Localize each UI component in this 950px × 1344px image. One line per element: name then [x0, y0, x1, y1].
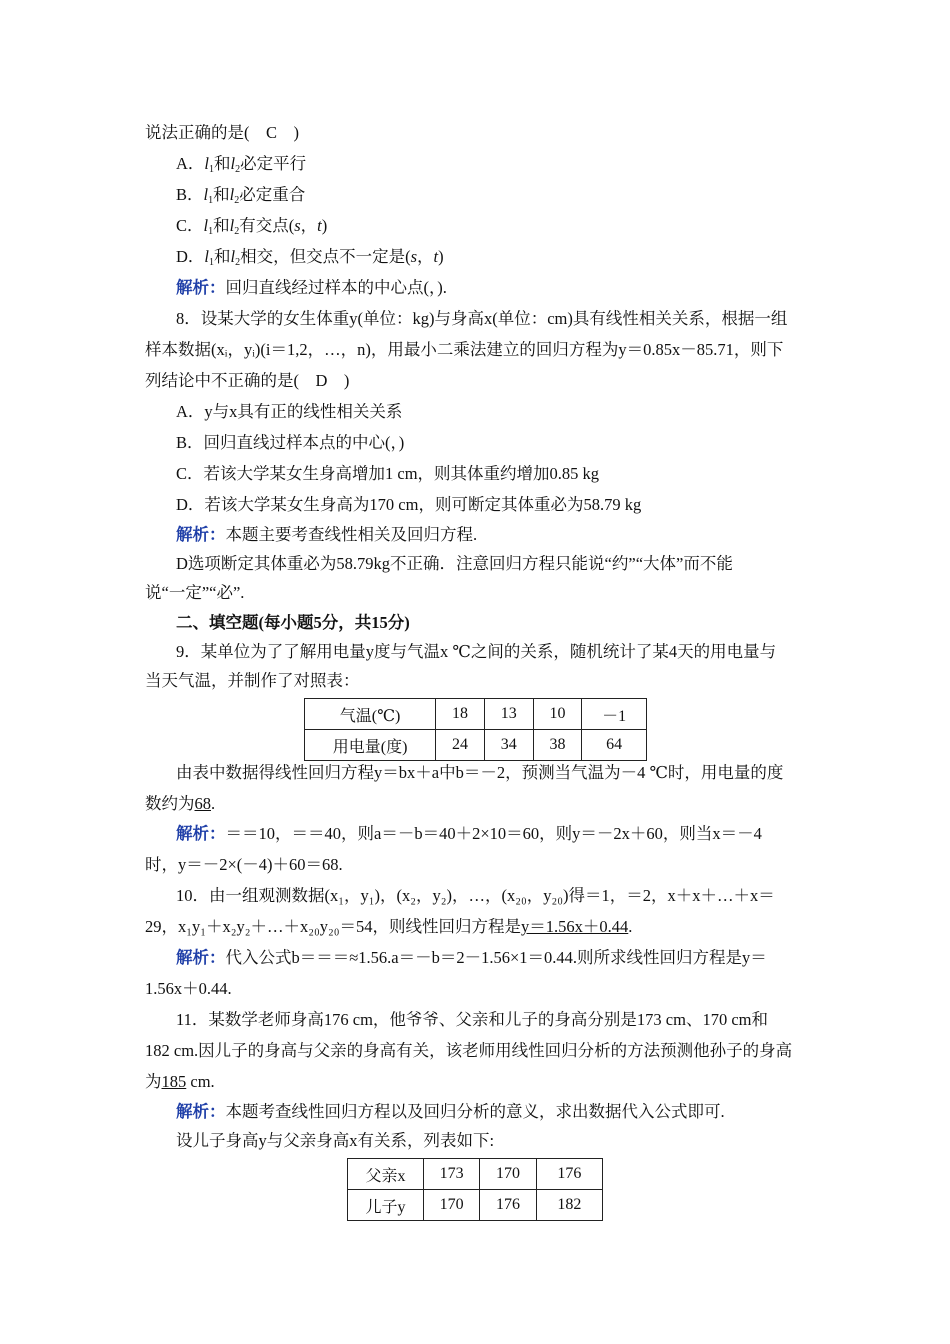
q11-stem-line3: 为185 cm. [145, 1072, 215, 1091]
solution-label: 解析： [176, 1102, 226, 1121]
solution-label: 解析： [176, 824, 226, 843]
q11-stem-line1: 11．某数学老师身高176 cm，他爷爷、父亲和儿子的身高分别是173 cm、170 cm和 [176, 1010, 768, 1029]
answer-blank: 185 [161, 1072, 187, 1091]
q9-solution: 解析：＝＝10，＝＝40，则a＝－b＝40＋2×10＝60，则y＝－2x＋60，则当x＝－4 [176, 824, 762, 843]
q11-note: 设儿子身高y与父亲身高x有关系，列表如下: [176, 1131, 495, 1150]
table-cell: 64 [582, 730, 647, 761]
table-row [348, 1159, 603, 1190]
table-cell: 170 [423, 1190, 479, 1221]
q9-solution-line2: 时，y＝－2×(－4)＋60＝68. [145, 855, 343, 874]
table-cell: －1 [582, 699, 647, 730]
table-cell: 173 [423, 1159, 479, 1190]
q10-solution-line2: 1.56x＋0.44. [145, 979, 232, 998]
q9-stem-line3: 由表中数据得线性回归方程y＝bx＋a中b＝－2，预测当气温为－4 ℃时，用电量的度 [176, 763, 784, 782]
q9-stem-line1: 9．某单位为了了解用电量y度与气温x ℃之间的关系，随机统计了某4天的用电量与 [176, 642, 777, 661]
q8-option-b: B．回归直线过样本点的中心(，) [176, 433, 405, 452]
table-cell: 24 [436, 730, 485, 761]
q8-note-line2: 说“一定”“必”. [145, 583, 245, 602]
table-cell: 170 [480, 1159, 536, 1190]
q11-stem-line2: 182 cm.因儿子的身高与父亲的身高有关，该老师用线性回归分析的方法预测他孙子的身高 [145, 1041, 793, 1060]
q8-stem-line1: 8．设某大学的女生体重y(单位：kg)与身高x(单位：cm)具有线性相关关系，根据一组 [176, 309, 788, 328]
table-row [305, 699, 647, 730]
table-cell: 176 [536, 1159, 602, 1190]
q7-option-d: D．$l_1$和$l_2$相交，但交点不一定是(s，t) [176, 247, 444, 268]
table-cell: 气温(℃) [305, 699, 436, 730]
q9-stem-line4: 数约为68. [145, 794, 216, 813]
table-cell: 38 [533, 730, 582, 761]
table-cell: 176 [480, 1190, 536, 1221]
q10-solution: 解析：代入公式b＝＝＝≈1.56.a＝－b＝2－1.56×1＝0.44.则所求线性回归方程是y＝ [176, 948, 767, 967]
q8-stem-line2: 样本数据(xᵢ，yᵢ)(i＝1,2，…，n)，用最小二乘法建立的回归方程为y＝0.85x－85.71，则下 [145, 340, 784, 359]
q11-solution: 解析：本题考查线性回归方程以及回归分析的意义，求出数据代入公式即可. [176, 1102, 725, 1121]
section-title: 二、填空题(每小题5分，共15分) [176, 613, 410, 632]
q7-solution: 解析：回归直线经过样本的中心点(，). [176, 278, 447, 297]
q9-table [304, 698, 647, 761]
q9-stem-line2: 当天气温，并制作了对照表： [145, 671, 360, 690]
table-row [305, 730, 647, 761]
table-cell: 18 [436, 699, 485, 730]
table-cell: 10 [533, 699, 582, 730]
table-cell: 儿子y [348, 1190, 424, 1221]
solution-label: 解析： [176, 948, 226, 967]
solution-label: 解析： [176, 525, 226, 544]
q8-option-d: D．若该大学某女生身高为170 cm，则可断定其体重必为58.79 kg [176, 495, 642, 514]
q8-stem-line3: 列结论中不正确的是( D ) [145, 371, 350, 390]
q8-note-line1: D选项断定其体重必为58.79kg不正确．注意回归方程只能说“约”“大体”而不能 [176, 554, 733, 573]
table-cell: 34 [484, 730, 533, 761]
answer-blank: y＝1.56x＋0.44 [521, 917, 629, 936]
solution-label: 解析： [176, 278, 226, 297]
q7-option-c: C．$l_1$和$l_2$有交点(s，t) [176, 216, 328, 237]
q8-option-a: A．y与x具有正的线性相关关系 [176, 402, 403, 421]
q10-stem-line1: 10．由一组观测数据(x₁，y₁)，(x₂，y₂)，…，(x₂₀，y₂₀)得＝1，＝2，x＋x＋…＋x＝ [176, 886, 775, 905]
table-cell: 用电量(度) [305, 730, 436, 761]
table-row [348, 1190, 603, 1221]
q7-stem-tail: 说法正确的是( C ) [145, 123, 299, 142]
answer-blank: 68 [194, 794, 211, 813]
q7-option-b: B．$l_1$和$l_2$必定重合 [176, 185, 306, 206]
table-cell: 182 [536, 1190, 602, 1221]
q8-solution: 解析：本题主要考查线性相关及回归方程. [176, 525, 478, 544]
q7-option-a: A．$l_1$和$l_2$必定平行 [176, 154, 307, 175]
q10-stem-line2: 29，x₁y₁＋x₂y₂＋…＋x₂₀y₂₀＝54，则线性回归方程是y＝1.56x＋0.44. [145, 917, 633, 936]
table-cell: 父亲x [348, 1159, 424, 1190]
table-cell: 13 [484, 699, 533, 730]
q8-option-c: C．若该大学某女生身高增加1 cm，则其体重约增加0.85 kg [176, 464, 600, 483]
q11-table [347, 1158, 603, 1221]
